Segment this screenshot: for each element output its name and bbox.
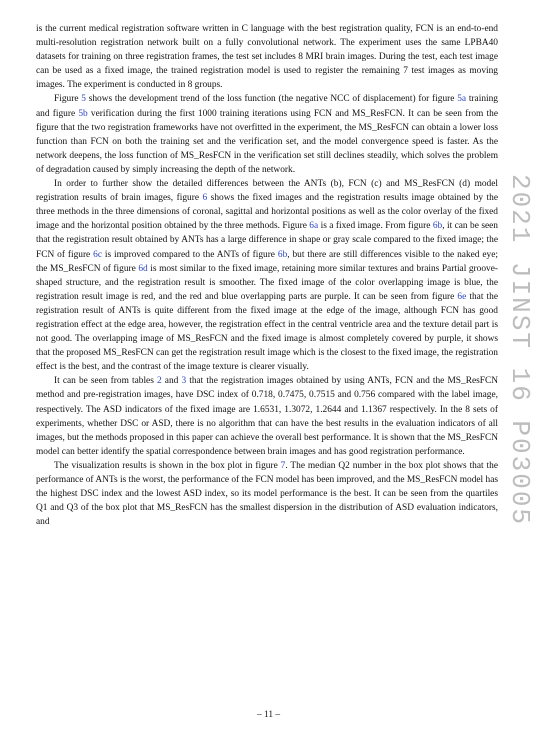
figure-ref-link[interactable]: 6b — [277, 249, 288, 260]
figure-ref-link[interactable]: 6e — [457, 291, 467, 302]
paragraph-3-text: shows the fixed images and the registration results image obtained by the three methods in the three dimensions of coronal, sagittal and horizontal positions as well as the color overlay of the fixed image and the horizontal position obtained by the three methods. Figure — [36, 193, 498, 232]
figure-ref-link[interactable]: 6a — [309, 221, 319, 232]
paragraph-4 — [36, 374, 498, 459]
figure-ref-link[interactable]: 6c — [93, 249, 102, 260]
paragraph-1-text: is the current medical registration software written in C language with the best registration quality, FCN is an end-to-end multi-resolution registration network built on a fully convolutional network. The experiment uses the same LPBA40 datasets for training on three registration frames, the test set includes 8 MRI brain images. During the test, each test image can be used as a fixed image, the trained registration model is used to register the remaining 7 test images as moving images. The experiment is conducted in 8 groups. — [36, 24, 498, 91]
paragraph-3-text: , but there are still differences visible to the naked eye; the MS_ResFCN of figure — [36, 249, 498, 274]
paragraph-5-text: . The median Q2 number in the box plot shows that the performance of ANTs is the worst, the performance of the FCN model has been improved, and the MS_ResFCN model has the highest DSC index and the lowest ASD index, so its model performance is the best. It can be seen from the quartiles Q1 and Q3 of the box plot that MS_ResFCN has the smallest dispersion in the distribution of ASD evaluation indicators, and — [36, 460, 499, 528]
paragraph-2 — [36, 92, 498, 177]
paragraph-2-text: shows the development trend of the loss function (the negative NCC of displacement) for figure — [85, 94, 458, 105]
body-text — [36, 22, 498, 529]
paragraph-5-text: The visualization results is shown in the box plot in figure — [54, 460, 281, 471]
paragraph-4-text: that the registration images obtained by using ANTs, FCN and the MS_ResFCN method and pre-registration images, have DSC index of 0.718, 0.7475, 0.7515 and 0.756 compared with the label image, respectively. The ASD indicators of the fixed image are 1.6531, 1.3072, 1.2644 and 1.1367 respectively. In the 8 sets of experiments, whether DSC or ASD, there is no algorithm that can have the best results in the evaluation indicators of all images, but the methods proposed in this paper can achieve the overall best performance. It is shown that the MS_ResFCN model can better identify the spatial correspondence between brain images and has good registration performance. — [36, 376, 498, 457]
table-ref-link[interactable]: 3 — [181, 376, 187, 387]
figure-ref-link[interactable]: 6d — [138, 263, 148, 274]
paragraph-5 — [36, 459, 498, 529]
paragraph-1 — [36, 22, 498, 92]
figure-ref-link[interactable]: 7 — [280, 460, 286, 471]
paragraph-3-text: that the registration result of ANTs is quite different from the fixed image at the edge of the image, although FCN has good registration effect at the edge area, however, the registration effect in the central ventricle area and the texture detail part is not good. The overlapping image of MS_ResFCN and the fixed image is almost completely covered by purple, it shows that the proposed MS_ResFCN can get the registration result image which is the closest to the fixed image, the registration effect is the best, and the contrast of the image texture is clearer visually. — [36, 291, 498, 373]
figure-ref-link[interactable]: 5b — [78, 108, 88, 119]
figure-ref-link[interactable]: 5a — [457, 94, 467, 105]
jinst-stamp-text: 2021 JINST 16 P03005 — [505, 173, 535, 527]
paragraph-3-text: is most similar to the fixed image, retaining more similar textures and brains Partial groove-shaped structure, and the registration result is smoother. The fixed image of the color overlapping image is blue, the registration result image is red, and the red and blue overlapping parts are purple. It can be seen from figure — [36, 263, 499, 302]
figure-ref-link[interactable]: 6b — [432, 221, 443, 232]
paragraph-2-text: training and figure — [36, 94, 498, 119]
paragraph-3-text: , it can be seen that the registration result obtained by ANTs has a large difference in shape or gray scale compared to the fixed image; the FCN of figure — [36, 221, 498, 260]
paragraph-3-text: In order to further show the detailed differences between the ANTs (b), FCN (c) and MS_ResFCN (d) model registration results of brain images, figure — [36, 179, 498, 204]
paragraph-3-text: is improved compared to the ANTs of figure — [101, 249, 278, 260]
paragraph-4-text: and — [161, 376, 182, 387]
paragraph-2-text: Figure — [54, 94, 82, 105]
table-ref-link[interactable]: 2 — [156, 376, 162, 387]
paragraph-4-text: It can be seen from tables — [54, 376, 157, 387]
paragraph-3 — [36, 177, 498, 374]
figure-ref-link[interactable]: 5 — [81, 94, 86, 105]
jinst-side-stamp — [500, 160, 537, 540]
page-number: – 11 – — [256, 710, 281, 720]
paragraph-2-text: verification during the first 1000 training iterations using FCN and MS_ResFCN. It can be seen from the figure that the two registration frameworks have not overfitted in the experiment, the MS_ResFCN can obtain a lower loss function than FCN on both the training set and the verification set, and the model convergence speed is faster. As the network deepens, the loss function of MS_ResFCN in the verification set still declines steadily, which solves the problem of degradation caused by simply increasing the depth of the network. — [36, 108, 498, 175]
paragraph-3-text: is a fixed image. From figure — [318, 221, 433, 232]
figure-ref-link[interactable]: 6 — [202, 193, 208, 204]
